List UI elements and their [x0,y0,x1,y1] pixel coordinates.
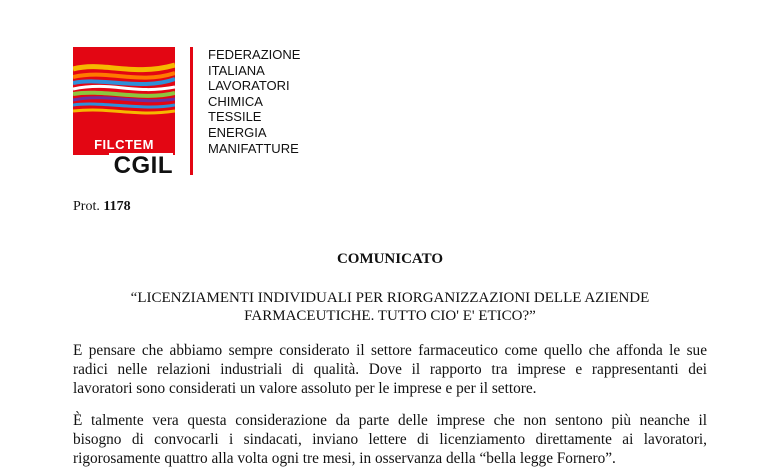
logo-brand-bottom: CGIL [109,153,173,179]
logo-red-square [73,47,175,155]
federation-line: LAVORATORI [208,78,290,94]
paragraph-line: È talmente vera questa considerazione da parte delle imprese che non sentono più neanche il [73,412,707,429]
paragraph-line: E pensare che abbiamo sempre considerato il settore farmaceutico come quello che affonda le sue [73,342,707,359]
paragraph-2 [73,411,707,468]
federation-line: MANIFATTURE [208,140,299,156]
paragraph-1 [73,341,707,398]
federation-line: TESSILE [208,109,262,125]
federation-name-block [208,47,300,156]
protocol-label: Prot. [73,199,100,214]
logo-divider [190,47,193,175]
subtitle-line: “LICENZIAMENTI INDIVIDUALI PER RIORGANIZZAZIONI DELLE AZIENDE [130,290,650,306]
paragraph-line: bisogno di convocarli i sindacati, inviano lettere di licenziamento direttamente ai lavoratori, [73,431,707,448]
protocol-reference [73,199,131,215]
protocol-number: 1178 [103,199,131,214]
logo-brand-top: FILCTEM [94,137,154,152]
federation-line: CHIMICA [208,93,263,109]
paragraph-line: rigorosamente quattro alla volta ogni tre mesi, in osservanza della “bella legge Fornero”. [73,450,616,467]
federation-line: ENERGIA [208,124,267,140]
paragraph-line: radici nelle relazioni industriali di qualità. Dove il rapporto tra imprese e rappresentanti dei [73,361,707,378]
document-heading: COMUNICATO [336,251,444,267]
subtitle-line: FARMACEUTICHE. TUTTO CIO' E' ETICO?” [244,308,536,324]
document-subtitle [100,289,680,325]
filctem-cgil-logo [73,47,303,177]
paragraph-line: lavoratori sono considerati un valore assoluto per le imprese e per il settore. [73,380,537,397]
federation-line: ITALIANA [208,62,265,78]
federation-line: FEDERAZIONE [208,47,301,62]
